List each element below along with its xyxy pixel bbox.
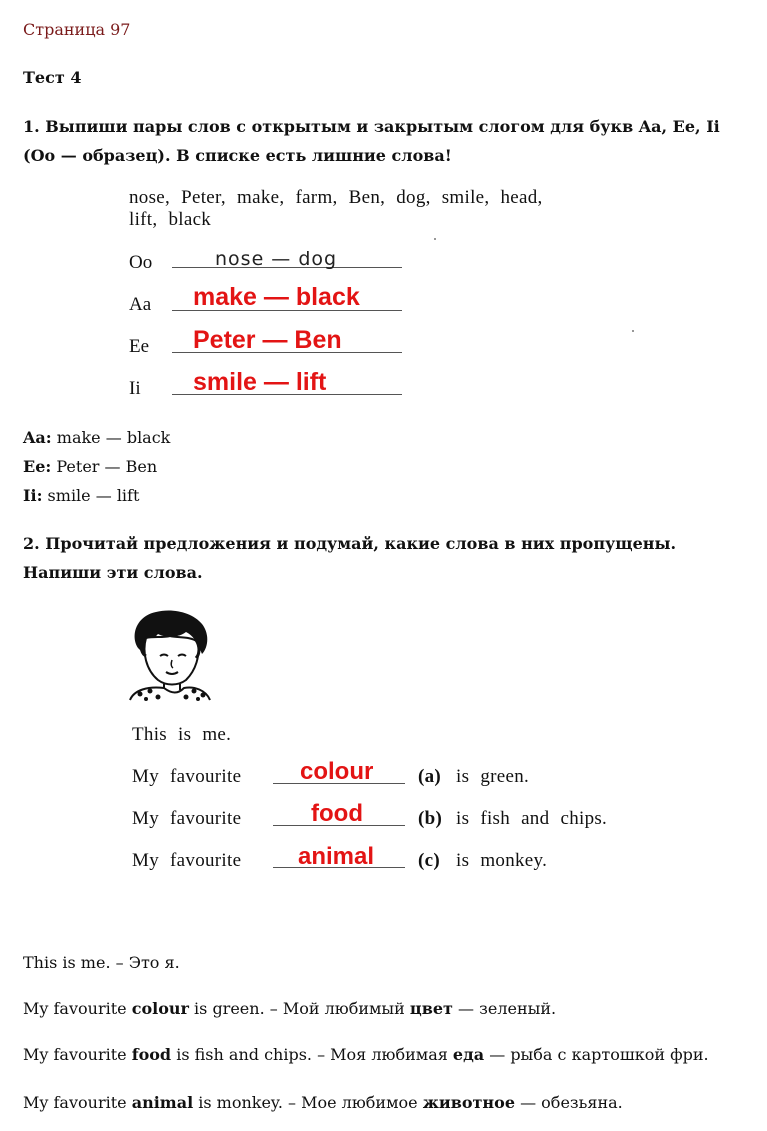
answer-oo: nose — dog [215,248,338,270]
blank-answer-b: food [311,800,363,827]
sentence-a-end: is green. [456,766,530,787]
row-label-aa: Aa [129,294,152,315]
translation-line: My favourite colour is green. – Мой любимый цвет — зеленый. [23,999,557,1018]
task2-instruction-line1: 2. Прочитай предложения и подумай, какие слова в них пропущены. [23,534,677,553]
sentence-intro: This is me. [132,724,232,745]
answer-ii: smile — lift [193,368,327,396]
sentence-c-start: My favourite [132,850,242,871]
answer-ee: Peter — Ben [193,326,342,354]
answer-key-ii: Ii: smile — lift [23,486,140,505]
row-label-oo: Oo [129,252,153,273]
sentence-c-end: is monkey. [456,850,548,871]
task2-instruction-line2: Напиши эти слова. [23,563,203,582]
translation-line: My favourite animal is monkey. – Мое любимое животное — обезьяна. [23,1093,623,1112]
test-title: Тест 4 [23,68,82,87]
girl-portrait-icon [128,608,212,702]
answer-aa: make — black [193,283,360,311]
scan-speck [632,330,634,332]
sentence-b-end: is fish and chips. [456,808,608,829]
sentence-b-letter: (b) [418,808,443,829]
wordlist-line2: lift, black [129,209,212,230]
blank-answer-a: colour [300,758,374,785]
page-number: Страница 97 [23,20,131,39]
translation-line: This is me. – Это я. [23,953,180,972]
scan-speck [434,238,436,240]
task1-instruction-line2: (Oo — образец). В списке есть лишние слова! [23,146,452,165]
sentence-a-start: My favourite [132,766,242,787]
translation-line: My favourite food is fish and chips. – Моя любимая еда — рыба с картошкой фри. [23,1045,709,1064]
sentence-a-letter: (a) [418,766,442,787]
wordlist-line1: nose, Peter, make, farm, Ben, dog, smile, head, [129,187,543,208]
blank-answer-c: animal [298,843,375,870]
answer-key-aa: Aa: make — black [23,428,171,447]
sentence-b-start: My favourite [132,808,242,829]
answer-key-ee: Ee: Peter — Ben [23,457,158,476]
task1-instruction-line1: 1. Выпиши пары слов с открытым и закрытым слогом для букв Aa, Ee, Ii [23,117,720,136]
row-label-ii: Ii [129,378,141,399]
row-label-ee: Ee [129,336,150,357]
sentence-c-letter: (c) [418,850,440,871]
